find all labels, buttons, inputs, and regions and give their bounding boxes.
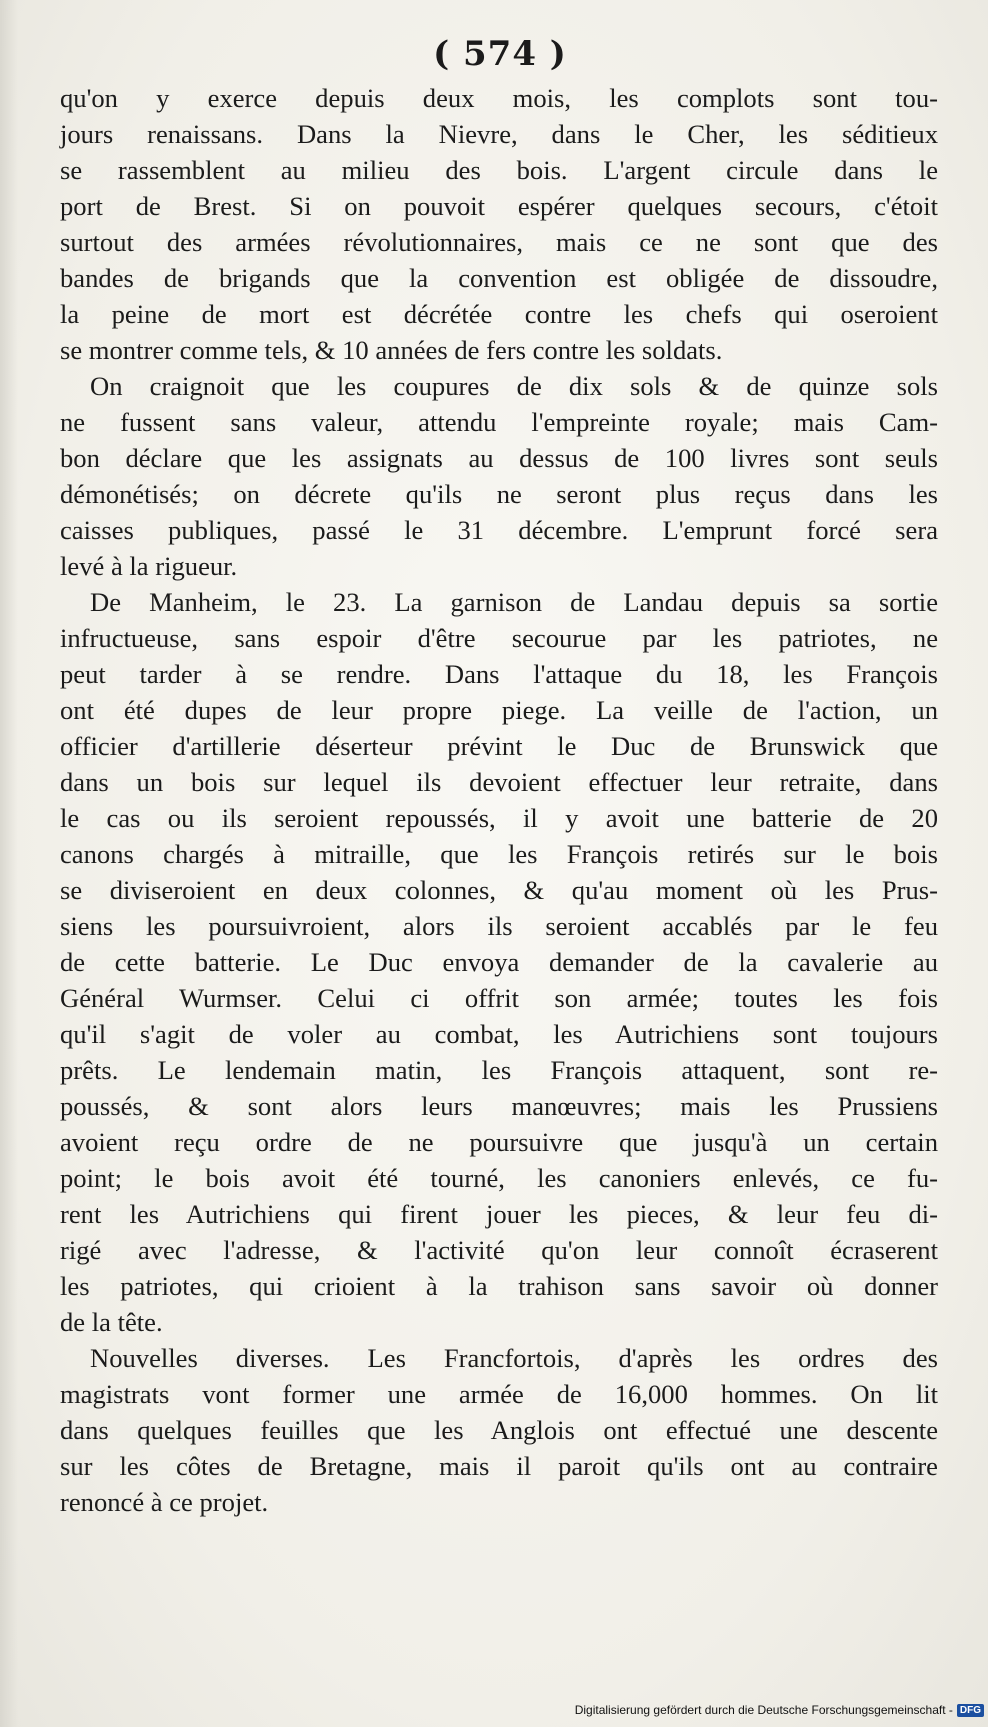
text-line: les patriotes, qui crioient à la trahison sans savoir où donner bbox=[60, 1271, 938, 1301]
text-line: Général Wurmser. Celui ci offrit son armée; toutes les fois bbox=[60, 983, 938, 1013]
paragraph bbox=[60, 80, 938, 368]
text-line: De Manheim, le 23. La garnison de Landau depuis sa sortie bbox=[90, 587, 938, 617]
text-line: officier d'artillerie déserteur prévint le Duc de Brunswick que bbox=[60, 731, 938, 761]
page-number: ( 574 ) bbox=[433, 34, 567, 74]
text-line: point; le bois avoit été tourné, les canoniers enlevés, ce fu- bbox=[60, 1163, 938, 1193]
text-line: ont été dupes de leur propre piege. La veille de l'action, un bbox=[60, 695, 938, 725]
text-line: prêts. Le lendemain matin, les François attaquent, sont re- bbox=[60, 1055, 938, 1085]
text-line: canons chargés à mitraille, que les François retirés sur le bois bbox=[60, 839, 938, 869]
text-line: caisses publiques, passé le 31 décembre. L'emprunt forcé sera bbox=[60, 515, 938, 545]
text-line: port de Brest. Si on pouvoit espérer quelques secours, c'étoit bbox=[60, 191, 938, 221]
text-line: le cas ou ils seroient repoussés, il y avoit une batterie de 20 bbox=[60, 803, 938, 833]
text-line: rent les Autrichiens qui firent jouer les pieces, & leur feu di- bbox=[60, 1199, 938, 1229]
digitization-credit bbox=[575, 1703, 984, 1717]
text-line: qu'il s'agit de voler au combat, les Autrichiens sont toujours bbox=[60, 1019, 938, 1049]
text-line: poussés, & sont alors leurs manœuvres; mais les Prussiens bbox=[60, 1091, 938, 1121]
text-line: bon déclare que les assignats au dessus de 100 livres sont seuls bbox=[60, 443, 938, 473]
text-line: siens les poursuivroient, alors ils seroient accablés par le feu bbox=[60, 911, 938, 941]
page-edge-shadow bbox=[0, 0, 18, 1727]
text-line: levé à la rigueur. bbox=[60, 551, 238, 581]
text-line: se rassemblent au milieu des bois. L'argent circule dans le bbox=[60, 155, 938, 185]
paragraph bbox=[60, 368, 938, 584]
text-line: de cette batterie. Le Duc envoya demander de la cavalerie au bbox=[60, 947, 938, 977]
text-line: se montrer comme tels, & 10 années de fers contre les soldats. bbox=[60, 335, 723, 365]
text-line: avoient reçu ordre de ne poursuivre que jusqu'à un certain bbox=[60, 1127, 938, 1157]
text-line: sur les côtes de Bretagne, mais il paroit qu'ils ont au contraire bbox=[60, 1451, 938, 1481]
text-line: infructueuse, sans espoir d'être secourue par les patriotes, ne bbox=[60, 623, 938, 653]
text-line: se diviseroient en deux colonnes, & qu'au moment où les Prus- bbox=[60, 875, 938, 905]
text-line: surtout des armées révolutionnaires, mais ce ne sont que des bbox=[60, 227, 938, 257]
text-line: dans un bois sur lequel ils devoient effectuer leur retraite, dans bbox=[60, 767, 938, 797]
text-line: Nouvelles diverses. Les Francfortois, d'après les ordres des bbox=[90, 1343, 938, 1373]
text-line: rigé avec l'adresse, & l'activité qu'on leur connoît écraserent bbox=[60, 1235, 938, 1265]
text-line: renoncé à ce projet. bbox=[60, 1487, 269, 1517]
text-line: dans quelques feuilles que les Anglois ont effectué une descente bbox=[60, 1415, 938, 1445]
text-line: la peine de mort est décrétée contre les chefs qui oseroient bbox=[60, 299, 938, 329]
text-line: qu'on y exerce depuis deux mois, les complots sont tou- bbox=[60, 83, 938, 113]
paragraph bbox=[60, 1340, 938, 1520]
page-right-margin bbox=[988, 0, 1000, 1727]
text-line: démonétisés; on décrete qu'ils ne seront plus reçus dans les bbox=[60, 479, 938, 509]
text-line: jours renaissans. Dans la Nievre, dans le Cher, les séditieux bbox=[60, 119, 938, 149]
dfg-logo-icon: DFG bbox=[957, 1704, 984, 1717]
paragraph bbox=[60, 584, 938, 1340]
text-line: magistrats vont former une armée de 16,000 hommes. On lit bbox=[60, 1379, 938, 1409]
text-line: de la tête. bbox=[60, 1307, 163, 1337]
text-line: peut tarder à se rendre. Dans l'attaque du 18, les François bbox=[60, 659, 938, 689]
text-line: bandes de brigands que la convention est obligée de dissoudre, bbox=[60, 263, 938, 293]
text-line: On craignoit que les coupures de dix sols & de quinze sols bbox=[90, 371, 938, 401]
text-line: ne fussent sans valeur, attendu l'empreinte royale; mais Cam- bbox=[60, 407, 938, 437]
footer-text: Digitalisierung gefördert durch die Deutsche Forschungsgemeinschaft - bbox=[574, 1703, 953, 1717]
article-body bbox=[60, 80, 938, 1520]
